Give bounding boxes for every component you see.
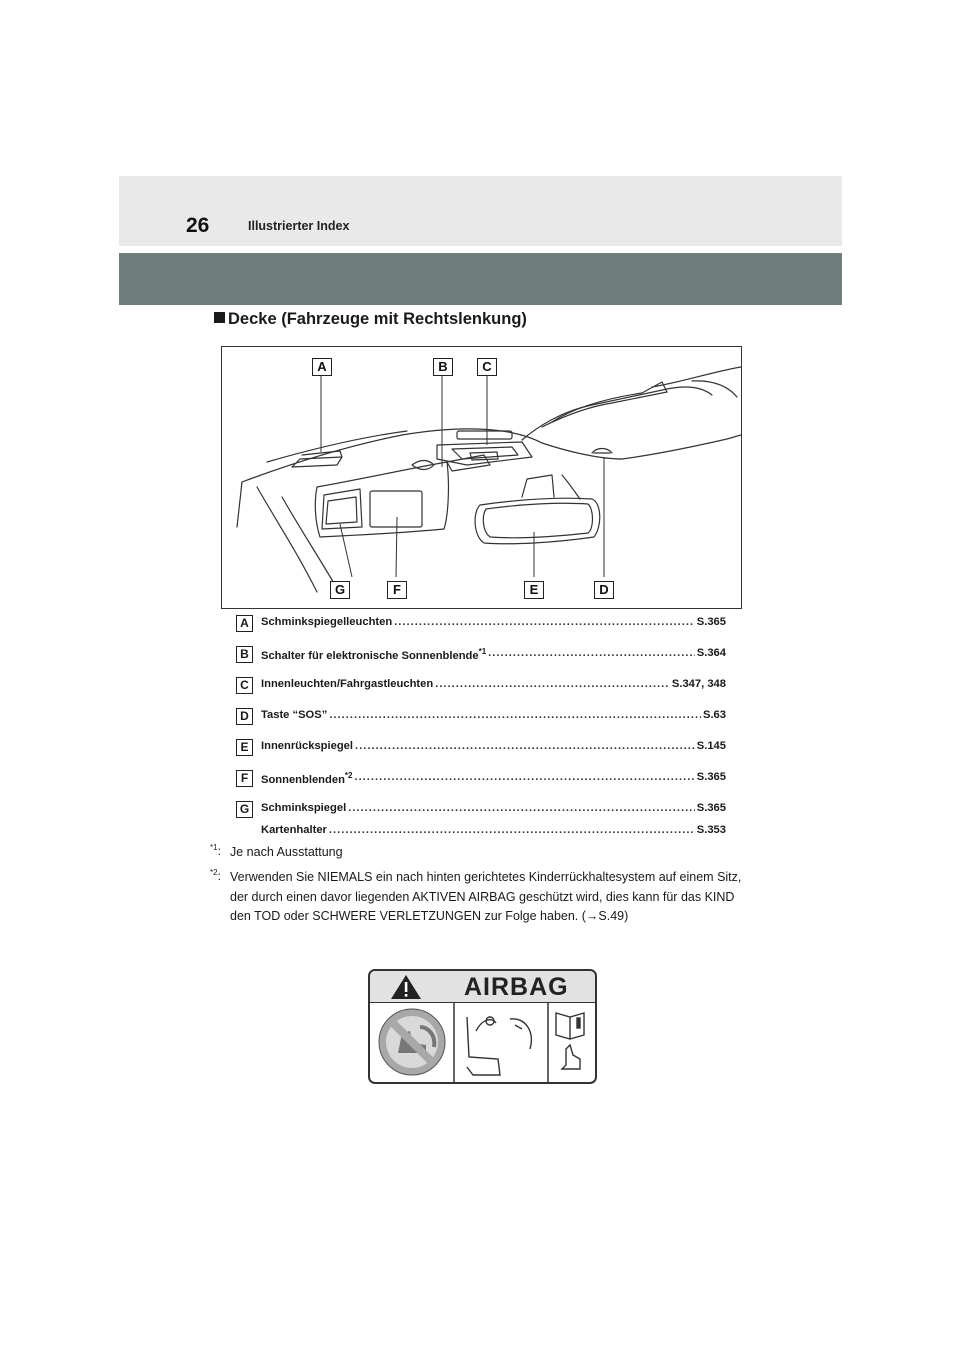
letter-badge: C bbox=[236, 677, 253, 694]
index-item-b[interactable] bbox=[236, 644, 726, 664]
callout-f: F bbox=[387, 581, 407, 599]
bullet-square-icon bbox=[214, 312, 225, 323]
page-ref: S.365 bbox=[696, 616, 726, 628]
index-label: Innenrückspiegel bbox=[261, 740, 354, 752]
letter-badge: A bbox=[236, 615, 253, 632]
index-item-c[interactable] bbox=[236, 675, 726, 695]
page-ref: S.365 bbox=[696, 771, 726, 783]
letter-badge: F bbox=[236, 770, 253, 787]
page-number: 26 bbox=[186, 214, 210, 237]
index-label: Kartenhalter bbox=[261, 824, 327, 836]
index-item-kartenhalter[interactable] bbox=[236, 821, 726, 841]
callout-e: E bbox=[524, 581, 544, 599]
letter-badge: G bbox=[236, 801, 253, 818]
footnote-text: Verwenden Sie NIEMALS ein nach hinten gerichtetes Kinderrückhaltesystem auf einem Sitz, der durch einen davor liegenden AKTIVEN AIRBAG geschützt wird, dies kann für das KIND den TOD oder SCHWERE VERLETZUNGEN zur Folge haben. (→S.49) bbox=[230, 870, 742, 923]
ceiling-drawing bbox=[222, 347, 741, 608]
callout-b: B bbox=[433, 358, 453, 376]
header-band bbox=[119, 176, 842, 246]
footnote-mark: *1 bbox=[210, 843, 218, 852]
airbag-label-text: AIRBAG bbox=[464, 973, 569, 1001]
index-label: Sonnenblenden bbox=[261, 774, 345, 786]
page-ref: S.63 bbox=[702, 709, 726, 721]
index-item-g[interactable] bbox=[236, 799, 726, 819]
page-ref: S.364 bbox=[696, 647, 726, 659]
letter-badge: E bbox=[236, 739, 253, 756]
letter-badge: B bbox=[236, 646, 253, 663]
airbag-warning-label bbox=[368, 969, 597, 1084]
no-rear-facing-seat-icon bbox=[379, 1009, 445, 1075]
index-label: Schminkspiegelleuchten bbox=[261, 616, 393, 628]
index-item-f[interactable] bbox=[236, 768, 726, 788]
ceiling-illustration bbox=[221, 346, 742, 609]
seat-airbag-icon bbox=[467, 1017, 531, 1075]
page-ref: S.365 bbox=[696, 802, 726, 814]
index-item-a[interactable] bbox=[236, 613, 726, 633]
running-head: Illustrierter Index bbox=[248, 219, 350, 233]
index-label: Schminkspiegel bbox=[261, 802, 347, 814]
section-title-text: Decke (Fahrzeuge mit Rechtslenkung) bbox=[228, 310, 527, 328]
chapter-band bbox=[119, 253, 842, 305]
callout-d: D bbox=[594, 581, 614, 599]
callout-g: G bbox=[330, 581, 350, 599]
page-ref: S.145 bbox=[696, 740, 726, 752]
callout-a: A bbox=[312, 358, 332, 376]
letter-badge: D bbox=[236, 708, 253, 725]
index-item-d[interactable] bbox=[236, 706, 726, 726]
index-label: Innenleuchten/Fahrgastleuchten bbox=[261, 678, 434, 690]
callout-c: C bbox=[477, 358, 497, 376]
footnote-ref: *2 bbox=[344, 771, 353, 780]
page-ref: S.353 bbox=[696, 824, 726, 836]
index-label: Taste “SOS” bbox=[261, 709, 328, 721]
warning-triangle-icon bbox=[391, 975, 421, 999]
footnote-ref: *1 bbox=[478, 647, 487, 656]
footnote-text: Je nach Ausstattung bbox=[230, 845, 343, 859]
index-label: Schalter für elektronische Sonnenblende bbox=[261, 650, 479, 662]
read-manual-icon bbox=[556, 1013, 584, 1069]
footnote-mark: *2 bbox=[210, 868, 218, 877]
page-ref: S.347, 348 bbox=[671, 678, 726, 690]
section-title bbox=[214, 310, 527, 329]
index-item-e[interactable] bbox=[236, 737, 726, 757]
